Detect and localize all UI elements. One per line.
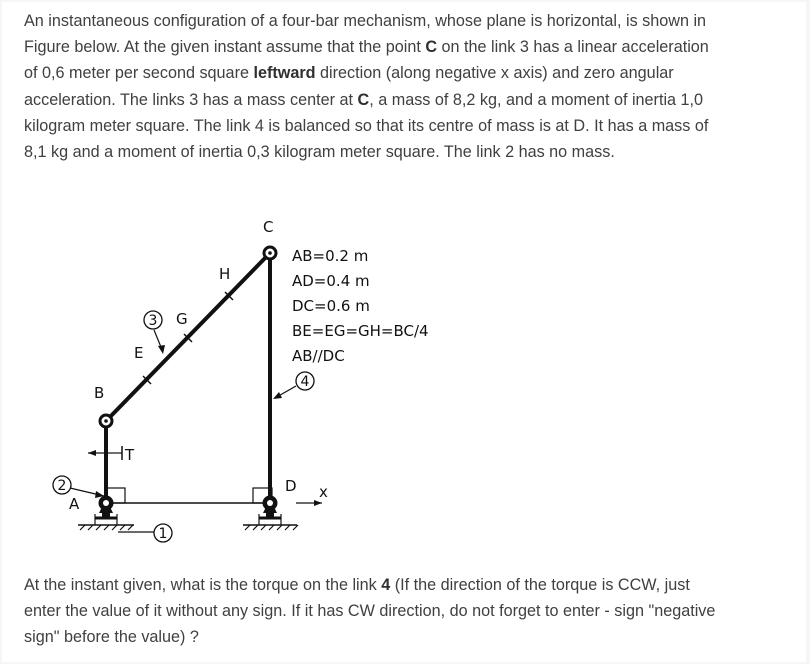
joint-c-dot bbox=[268, 251, 272, 255]
label-g: G bbox=[176, 310, 188, 328]
dim-ad: AD=0.4 m bbox=[292, 272, 370, 290]
label-link-1: 1 bbox=[158, 526, 168, 542]
dim-ab: AB=0.2 m bbox=[292, 247, 369, 265]
leader-link-3-arrow-icon bbox=[154, 330, 165, 354]
ground-pivot-d bbox=[243, 496, 298, 531]
question-line-1b: (If the direction of the torque is CCW, just bbox=[390, 576, 690, 594]
problem-line-1: An instantaneous configuration of a four-bar mechanism, whose plane is horizontal, is shown in bbox=[24, 12, 707, 30]
label-c: C bbox=[263, 218, 274, 236]
leftward-bold: leftward bbox=[253, 64, 316, 83]
problem-line-2: Figure below. At the given instant assume that the point bbox=[24, 38, 426, 57]
problem-line-6: 8,1 kg and a moment of inertia 0,3 kilogram meter square. The link 2 has no mass. bbox=[24, 143, 615, 162]
problem-line-2b: on the link 3 has a linear acceleration bbox=[437, 38, 709, 57]
question-line-2: enter the value of it without any sign. If it has CW direction, do not forget to enter - sign "negative bbox=[24, 602, 716, 621]
label-d: D bbox=[285, 477, 297, 495]
problem-line-4b: , a mass of 8,2 kg, and a moment of inertia 1,0 bbox=[369, 90, 704, 109]
problem-line-5: kilogram meter square. The link 4 is balanced so that its centre of mass is at D. It has a mass of bbox=[24, 116, 709, 135]
dim-ab-parallel-dc: AB//DC bbox=[292, 347, 345, 365]
dim-dc: DC=0.6 m bbox=[292, 297, 370, 315]
point-c-bold: C bbox=[425, 38, 438, 57]
label-link-4: 4 bbox=[300, 374, 310, 390]
leader-link-4-arrow-icon bbox=[273, 386, 296, 399]
label-link-3: 3 bbox=[148, 313, 158, 329]
joint-b-dot bbox=[104, 419, 108, 423]
dim-be-eg-gh: BE=EG=GH=BC/4 bbox=[292, 322, 429, 340]
link-4-bold: 4 bbox=[381, 576, 391, 594]
problem-line-3a: of 0,6 meter per second square bbox=[24, 64, 254, 83]
label-x-axis: x bbox=[319, 483, 328, 501]
label-link-2: 2 bbox=[57, 478, 67, 494]
label-a: A bbox=[69, 495, 80, 513]
problem-line-3b: direction (along negative x axis) and zero angular bbox=[315, 64, 674, 83]
label-b: B bbox=[94, 384, 105, 402]
label-e: E bbox=[134, 344, 144, 362]
label-t: T bbox=[125, 446, 135, 464]
label-h: H bbox=[219, 265, 231, 283]
question-line-3: sign" before the value) ? bbox=[24, 628, 199, 647]
problem-line-4a: acceleration. The links 3 has a mass center at bbox=[24, 90, 358, 109]
point-c-bold-2: C bbox=[357, 90, 370, 109]
question-line-1: At the instant given, what is the torque on the link bbox=[24, 576, 382, 594]
